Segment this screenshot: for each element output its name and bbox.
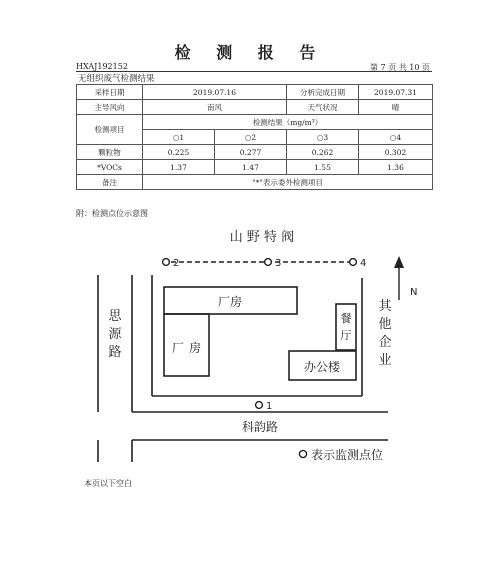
remark-label: 备注 — [77, 175, 143, 190]
wind-value: 南风 — [143, 100, 287, 115]
item-name: *VOCs — [77, 160, 143, 175]
point-header: ○2 — [215, 130, 287, 145]
road-east-char: 业 — [378, 353, 392, 368]
north-arrow-head-icon — [394, 256, 404, 268]
point-label: 4 — [360, 258, 367, 269]
report-number: HXAJ192152 — [76, 62, 128, 71]
legend-label: 表示监测点位 — [311, 448, 384, 462]
point-label: 3 — [275, 258, 282, 269]
result-value: 1.37 — [143, 160, 215, 175]
sampling-date-label: 采样日期 — [77, 85, 143, 100]
page-number: 第 7 页 共 10 页 — [370, 63, 430, 72]
section-title: 无组织废气检测结果 — [78, 74, 155, 84]
building-canteen-char: 餐 — [340, 312, 352, 325]
point-header: ○3 — [287, 130, 359, 145]
result-value: 1.55 — [287, 160, 359, 175]
result-label: 检测结果（mg/m³） — [143, 115, 433, 130]
result-value: 0.277 — [215, 145, 287, 160]
road-east-char: 企 — [378, 335, 392, 350]
building-factory-left-char: 房 — [188, 341, 202, 355]
point-header: ○1 — [143, 130, 215, 145]
road-west-char: 路 — [108, 345, 122, 360]
monitor-point-icon — [163, 259, 170, 266]
road-east-char: 其 — [378, 299, 392, 314]
remark-value: "*"表示委外检测项目 — [143, 175, 433, 190]
monitor-point-icon — [256, 402, 263, 409]
north-label: N — [410, 287, 418, 298]
road-west-char: 思 — [108, 309, 122, 324]
item-name: 颗粒物 — [77, 145, 143, 160]
building-canteen-char: 厅 — [340, 329, 352, 342]
result-value: 1.36 — [359, 160, 433, 175]
result-value: 0.262 — [287, 145, 359, 160]
weather-label: 天气状况 — [287, 100, 359, 115]
wind-label: 主导风向 — [77, 100, 143, 115]
road-east-char: 他 — [378, 317, 392, 332]
building-office-label: 办公楼 — [303, 360, 341, 374]
point-header: ○4 — [359, 130, 433, 145]
analysis-date-label: 分析完成日期 — [287, 85, 359, 100]
building-factory-top-label: 厂房 — [217, 295, 243, 309]
weather-value: 晴 — [359, 100, 433, 115]
report-title: 检 测 报 告 — [174, 43, 326, 62]
point-label: 2 — [173, 258, 180, 269]
result-value: 0.302 — [359, 145, 433, 160]
result-value: 1.47 — [215, 160, 287, 175]
analysis-date-value: 2019.07.31 — [359, 85, 433, 100]
footer-note: 本页以下空白 — [84, 479, 132, 488]
monitor-point-icon — [350, 259, 357, 266]
road-west-char: 源 — [108, 327, 122, 342]
sampling-date-value: 2019.07.16 — [143, 85, 287, 100]
building-canteen — [336, 304, 356, 350]
monitor-point-icon — [265, 259, 272, 266]
legend-point-icon — [299, 450, 306, 457]
map-note: 附：检测点位示意图 — [76, 209, 148, 218]
building-factory-left — [164, 314, 209, 376]
road-north-label: 山 野 特 阀 — [229, 230, 295, 245]
point-label: 1 — [266, 401, 273, 412]
building-factory-left-char: 厂 — [171, 341, 185, 355]
road-south-label: 科韵路 — [241, 420, 279, 434]
item-label: 检测项目 — [77, 115, 143, 145]
result-value: 0.225 — [143, 145, 215, 160]
